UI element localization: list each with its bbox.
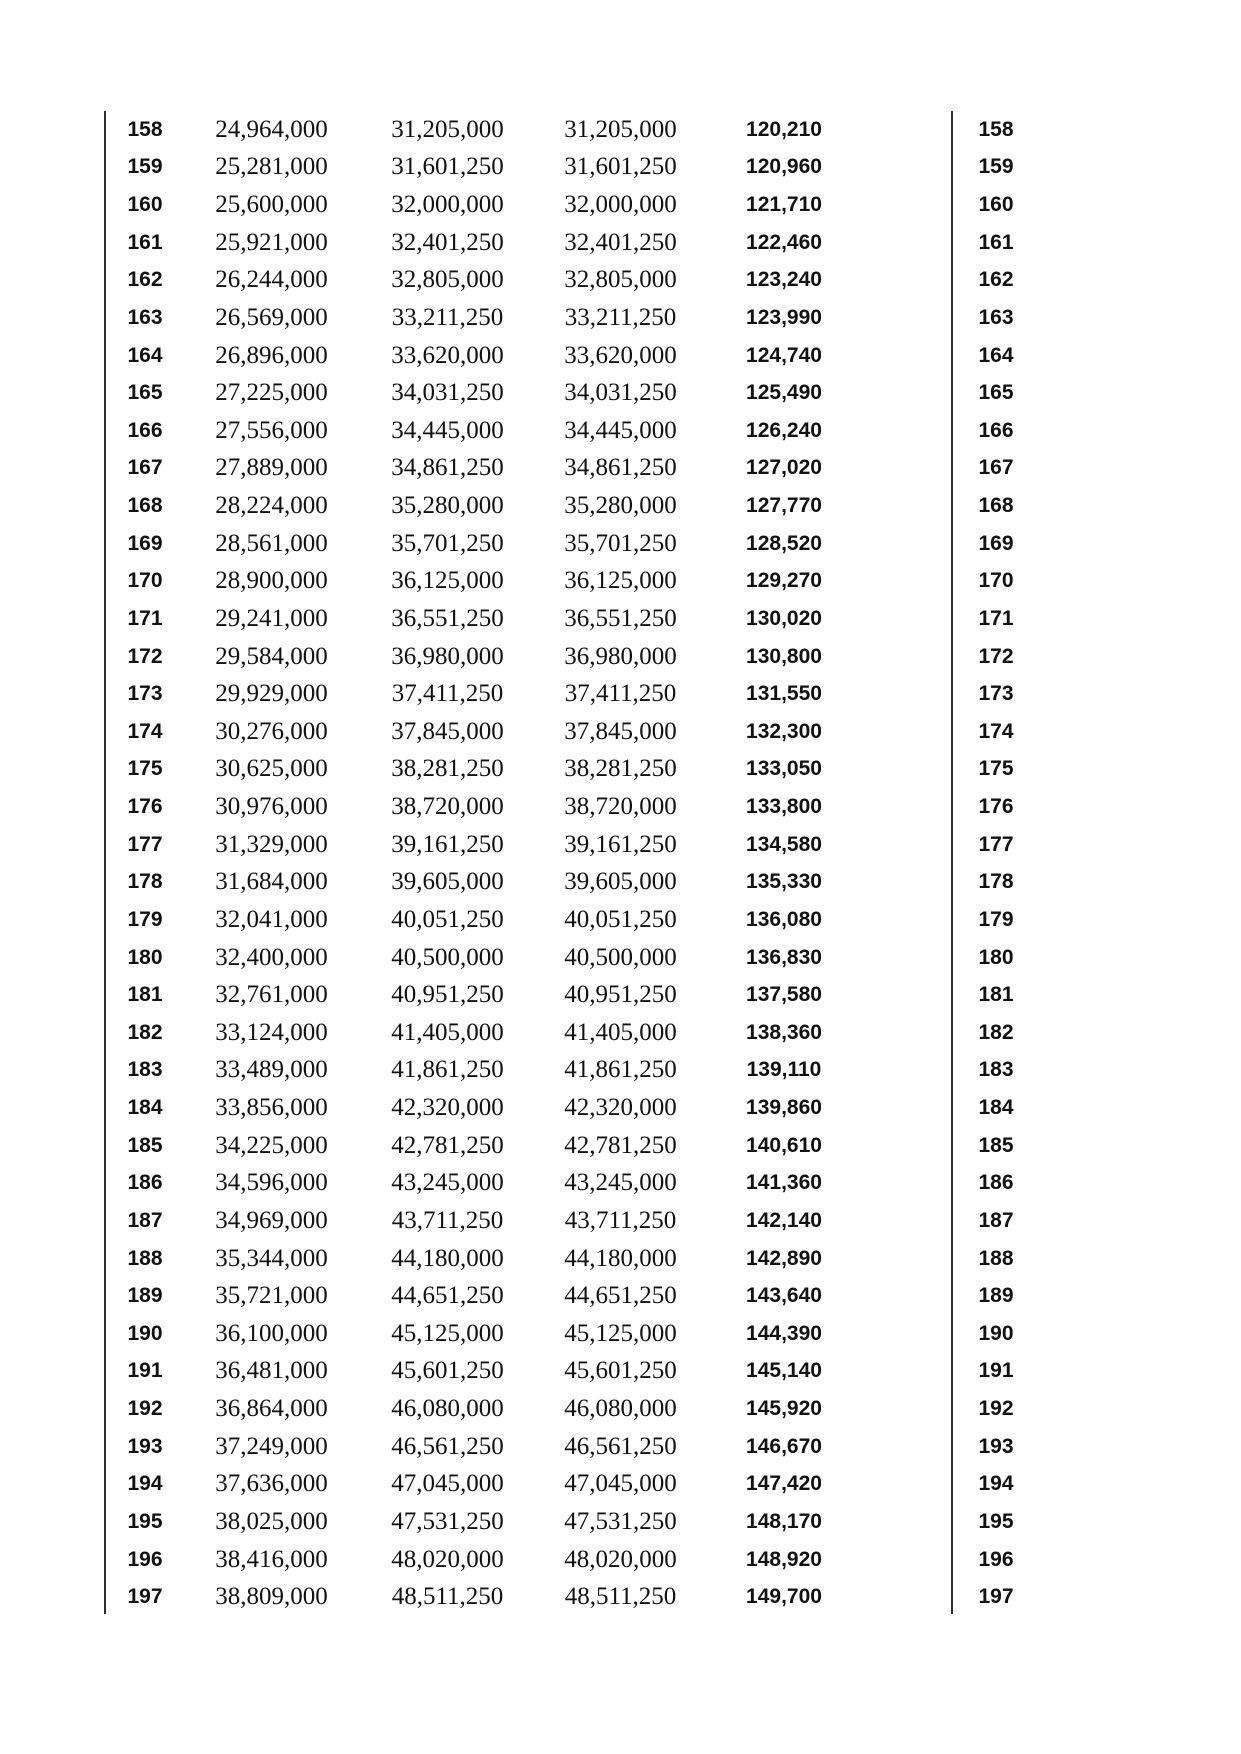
cell-value-1: 36,100,000 — [215, 1319, 328, 1347]
table-row — [104, 675, 1041, 713]
cell-value-4: 148,920 — [746, 1547, 822, 1571]
cell-value-3: 36,551,250 — [564, 604, 677, 632]
cell-value-1: 35,721,000 — [215, 1282, 328, 1310]
cell-value-1: 38,416,000 — [215, 1545, 328, 1573]
cell-value-2: 36,980,000 — [391, 642, 504, 670]
cell-value-1: 33,124,000 — [215, 1018, 328, 1046]
cell-value-1: 32,400,000 — [215, 943, 328, 971]
cell-level: 185 — [127, 1133, 163, 1157]
cell-level: 179 — [127, 907, 163, 931]
cell-value-2: 44,180,000 — [391, 1244, 504, 1272]
cell-value-3: 47,531,250 — [564, 1507, 677, 1535]
table-row — [104, 864, 1041, 902]
table-row — [104, 1240, 1041, 1278]
cell-level: 173 — [127, 682, 163, 706]
cell-level-right: 177 — [978, 832, 1014, 856]
cell-value-3: 33,620,000 — [564, 341, 677, 369]
cell-value-2: 46,561,250 — [391, 1432, 504, 1460]
cell-level-right: 180 — [978, 945, 1014, 969]
cell-value-3: 47,045,000 — [564, 1470, 677, 1498]
table-row — [104, 751, 1041, 789]
cell-level-right: 174 — [978, 719, 1014, 743]
cell-level: 169 — [127, 531, 163, 555]
cell-value-3: 44,180,000 — [564, 1244, 677, 1272]
cell-value-2: 42,781,250 — [391, 1131, 504, 1159]
cell-value-4: 127,020 — [746, 456, 822, 480]
cell-level: 158 — [127, 117, 163, 141]
cell-value-2: 45,125,000 — [391, 1319, 504, 1347]
cell-level: 192 — [127, 1397, 163, 1421]
cell-level-right: 159 — [978, 155, 1014, 179]
cell-value-2: 33,211,250 — [391, 303, 504, 331]
cell-value-3: 45,125,000 — [564, 1319, 677, 1347]
cell-value-2: 33,620,000 — [391, 341, 504, 369]
cell-value-1: 34,969,000 — [215, 1206, 328, 1234]
cell-level: 160 — [127, 193, 163, 217]
cell-value-2: 32,401,250 — [391, 228, 504, 256]
cell-value-2: 34,861,250 — [391, 454, 504, 482]
cell-level-right: 171 — [978, 606, 1014, 630]
table-row — [104, 600, 1041, 638]
cell-level-right: 158 — [978, 117, 1014, 141]
table-row — [104, 1165, 1041, 1203]
cell-value-3: 34,861,250 — [564, 454, 677, 482]
cell-level-right: 192 — [978, 1397, 1014, 1421]
cell-value-4: 125,490 — [746, 381, 822, 405]
cell-value-1: 29,241,000 — [215, 604, 328, 632]
cell-level: 172 — [127, 644, 163, 668]
cell-value-3: 33,211,250 — [564, 303, 677, 331]
cell-value-3: 31,205,000 — [564, 115, 677, 143]
table-row — [104, 262, 1041, 300]
cell-value-1: 35,344,000 — [215, 1244, 328, 1272]
cell-value-3: 40,951,250 — [564, 981, 677, 1009]
cell-level: 180 — [127, 945, 163, 969]
cell-value-3: 48,020,000 — [564, 1545, 677, 1573]
cell-level: 159 — [127, 155, 163, 179]
cell-value-4: 144,390 — [746, 1321, 822, 1345]
cell-value-3: 46,561,250 — [564, 1432, 677, 1460]
cell-value-1: 37,636,000 — [215, 1470, 328, 1498]
cell-level-right: 167 — [978, 456, 1014, 480]
cell-level: 184 — [127, 1096, 163, 1120]
cell-value-2: 39,161,250 — [391, 830, 504, 858]
cell-level: 168 — [127, 494, 163, 518]
cell-value-2: 46,080,000 — [391, 1395, 504, 1423]
cell-value-2: 45,601,250 — [391, 1357, 504, 1385]
cell-level: 174 — [127, 719, 163, 743]
table-row — [104, 149, 1041, 187]
cell-value-2: 32,000,000 — [391, 191, 504, 219]
cell-value-4: 145,140 — [746, 1359, 822, 1383]
table-row — [104, 939, 1041, 977]
cell-value-2: 37,845,000 — [391, 717, 504, 745]
cell-value-2: 39,605,000 — [391, 868, 504, 896]
cell-level-right: 170 — [978, 569, 1014, 593]
cell-value-2: 38,720,000 — [391, 793, 504, 821]
cell-level-right: 186 — [978, 1171, 1014, 1195]
cell-value-4: 149,700 — [746, 1585, 822, 1609]
cell-level-right: 169 — [978, 531, 1014, 555]
cell-level-right: 164 — [978, 343, 1014, 367]
cell-value-4: 137,580 — [746, 983, 822, 1007]
cell-level-right: 196 — [978, 1547, 1014, 1571]
cell-value-1: 25,281,000 — [215, 153, 328, 181]
cell-value-2: 41,861,250 — [391, 1056, 504, 1084]
levels-table — [104, 111, 1041, 1616]
cell-value-3: 42,781,250 — [564, 1131, 677, 1159]
cell-value-4: 138,360 — [746, 1020, 822, 1044]
cell-level: 182 — [127, 1020, 163, 1044]
cell-level: 186 — [127, 1171, 163, 1195]
cell-level: 175 — [127, 757, 163, 781]
cell-level: 178 — [127, 870, 163, 894]
cell-value-2: 34,031,250 — [391, 379, 504, 407]
cell-value-2: 47,045,000 — [391, 1470, 504, 1498]
table-row — [104, 1277, 1041, 1315]
cell-value-1: 33,489,000 — [215, 1056, 328, 1084]
table-row — [104, 1315, 1041, 1353]
cell-value-1: 38,809,000 — [215, 1583, 328, 1611]
cell-value-4: 121,710 — [746, 193, 822, 217]
cell-value-1: 28,561,000 — [215, 529, 328, 557]
cell-level-right: 197 — [978, 1585, 1014, 1609]
table-row — [104, 563, 1041, 601]
cell-value-4: 130,800 — [746, 644, 822, 668]
cell-value-1: 26,569,000 — [215, 303, 328, 331]
table-row — [104, 337, 1041, 375]
cell-level-right: 185 — [978, 1133, 1014, 1157]
cell-level-right: 160 — [978, 193, 1014, 217]
cell-value-1: 27,225,000 — [215, 379, 328, 407]
table-row — [104, 525, 1041, 563]
cell-level: 171 — [127, 606, 163, 630]
cell-level-right: 190 — [978, 1321, 1014, 1345]
cell-level: 191 — [127, 1359, 163, 1383]
table-row — [104, 1089, 1041, 1127]
cell-value-3: 37,845,000 — [564, 717, 677, 745]
cell-level-right: 193 — [978, 1434, 1014, 1458]
cell-level-right: 162 — [978, 268, 1014, 292]
cell-value-1: 34,225,000 — [215, 1131, 328, 1159]
cell-level: 193 — [127, 1434, 163, 1458]
cell-level-right: 166 — [978, 418, 1014, 442]
table-row — [104, 1127, 1041, 1165]
cell-level: 161 — [127, 230, 163, 254]
cell-value-1: 38,025,000 — [215, 1507, 328, 1535]
cell-value-1: 31,684,000 — [215, 868, 328, 896]
cell-value-3: 44,651,250 — [564, 1282, 677, 1310]
cell-value-1: 36,864,000 — [215, 1395, 328, 1423]
table-row — [104, 1353, 1041, 1391]
cell-level-right: 194 — [978, 1472, 1014, 1496]
cell-level: 177 — [127, 832, 163, 856]
cell-level: 164 — [127, 343, 163, 367]
cell-value-1: 34,596,000 — [215, 1169, 328, 1197]
cell-value-2: 37,411,250 — [391, 680, 504, 708]
cell-value-3: 39,161,250 — [564, 830, 677, 858]
cell-value-1: 37,249,000 — [215, 1432, 328, 1460]
cell-level-right: 184 — [978, 1096, 1014, 1120]
table-row — [104, 224, 1041, 262]
cell-value-1: 29,584,000 — [215, 642, 328, 670]
cell-value-2: 43,245,000 — [391, 1169, 504, 1197]
cell-level: 166 — [127, 418, 163, 442]
cell-level: 195 — [127, 1509, 163, 1533]
table-row — [104, 1466, 1041, 1504]
cell-value-3: 46,080,000 — [564, 1395, 677, 1423]
cell-value-1: 26,896,000 — [215, 341, 328, 369]
cell-level: 176 — [127, 795, 163, 819]
cell-value-4: 145,920 — [746, 1397, 822, 1421]
cell-level: 196 — [127, 1547, 163, 1571]
cell-level-right: 189 — [978, 1284, 1014, 1308]
cell-level: 188 — [127, 1246, 163, 1270]
cell-value-2: 36,125,000 — [391, 567, 504, 595]
cell-value-1: 31,329,000 — [215, 830, 328, 858]
cell-value-1: 30,276,000 — [215, 717, 328, 745]
cell-value-3: 42,320,000 — [564, 1094, 677, 1122]
cell-value-4: 142,890 — [746, 1246, 822, 1270]
cell-level: 189 — [127, 1284, 163, 1308]
cell-level-right: 195 — [978, 1509, 1014, 1533]
table-row — [104, 374, 1041, 412]
cell-value-4: 123,240 — [746, 268, 822, 292]
cell-value-2: 43,711,250 — [391, 1206, 504, 1234]
cell-value-4: 139,860 — [746, 1096, 822, 1120]
cell-value-1: 33,856,000 — [215, 1094, 328, 1122]
cell-value-2: 42,320,000 — [391, 1094, 504, 1122]
cell-level-right: 178 — [978, 870, 1014, 894]
cell-value-4: 127,770 — [746, 494, 822, 518]
cell-value-3: 45,601,250 — [564, 1357, 677, 1385]
cell-value-4: 135,330 — [746, 870, 822, 894]
cell-level-right: 188 — [978, 1246, 1014, 1270]
cell-value-3: 43,711,250 — [564, 1206, 677, 1234]
cell-value-4: 120,210 — [746, 117, 822, 141]
table-row — [104, 713, 1041, 751]
cell-level-right: 172 — [978, 644, 1014, 668]
table-row — [104, 788, 1041, 826]
cell-value-4: 132,300 — [746, 719, 822, 743]
cell-level-right: 179 — [978, 907, 1014, 931]
cell-value-4: 140,610 — [746, 1133, 822, 1157]
cell-value-3: 35,280,000 — [564, 492, 677, 520]
cell-value-4: 123,990 — [746, 305, 822, 329]
cell-value-1: 25,600,000 — [215, 191, 328, 219]
cell-value-3: 41,405,000 — [564, 1018, 677, 1046]
cell-value-4: 139,110 — [746, 1058, 822, 1082]
cell-value-1: 28,900,000 — [215, 567, 328, 595]
table-row — [104, 901, 1041, 939]
cell-level-right: 161 — [978, 230, 1014, 254]
cell-value-2: 48,020,000 — [391, 1545, 504, 1573]
cell-value-3: 36,125,000 — [564, 567, 677, 595]
cell-value-3: 32,805,000 — [564, 266, 677, 294]
cell-value-3: 32,401,250 — [564, 228, 677, 256]
table-row — [104, 1503, 1041, 1541]
cell-value-2: 35,280,000 — [391, 492, 504, 520]
cell-level: 162 — [127, 268, 163, 292]
cell-value-4: 136,080 — [746, 907, 822, 931]
cell-level-right: 165 — [978, 381, 1014, 405]
cell-value-2: 48,511,250 — [391, 1583, 504, 1611]
cell-value-2: 35,701,250 — [391, 529, 504, 557]
cell-level: 165 — [127, 381, 163, 405]
table-row — [104, 1541, 1041, 1579]
cell-value-4: 130,020 — [746, 606, 822, 630]
cell-value-4: 131,550 — [746, 682, 822, 706]
cell-value-4: 142,140 — [746, 1208, 822, 1232]
cell-value-4: 122,460 — [746, 230, 822, 254]
cell-value-4: 126,240 — [746, 418, 822, 442]
cell-value-3: 36,980,000 — [564, 642, 677, 670]
cell-value-3: 35,701,250 — [564, 529, 677, 557]
cell-value-2: 34,445,000 — [391, 416, 504, 444]
cell-value-3: 38,720,000 — [564, 793, 677, 821]
cell-value-2: 40,051,250 — [391, 905, 504, 933]
table-row — [104, 487, 1041, 525]
cell-value-2: 32,805,000 — [391, 266, 504, 294]
cell-value-1: 32,761,000 — [215, 981, 328, 1009]
cell-value-3: 41,861,250 — [564, 1056, 677, 1084]
cell-level: 167 — [127, 456, 163, 480]
cell-value-1: 36,481,000 — [215, 1357, 328, 1385]
cell-value-3: 31,601,250 — [564, 153, 677, 181]
cell-level: 187 — [127, 1208, 163, 1232]
cell-value-2: 47,531,250 — [391, 1507, 504, 1535]
cell-value-4: 133,050 — [746, 757, 822, 781]
cell-value-1: 30,976,000 — [215, 793, 328, 821]
cell-value-2: 31,205,000 — [391, 115, 504, 143]
cell-value-1: 28,224,000 — [215, 492, 328, 520]
table-row — [104, 1052, 1041, 1090]
table-row — [104, 1014, 1041, 1052]
table-row — [104, 412, 1041, 450]
cell-level: 190 — [127, 1321, 163, 1345]
cell-value-4: 128,520 — [746, 531, 822, 555]
cell-value-1: 27,556,000 — [215, 416, 328, 444]
cell-value-4: 134,580 — [746, 832, 822, 856]
cell-level: 197 — [127, 1585, 163, 1609]
cell-value-1: 27,889,000 — [215, 454, 328, 482]
cell-value-4: 120,960 — [746, 155, 822, 179]
cell-value-3: 40,500,000 — [564, 943, 677, 971]
table-row — [104, 1578, 1041, 1616]
cell-value-2: 44,651,250 — [391, 1282, 504, 1310]
table-row — [104, 1202, 1041, 1240]
cell-value-1: 29,929,000 — [215, 680, 328, 708]
table-row — [104, 111, 1041, 149]
cell-value-3: 40,051,250 — [564, 905, 677, 933]
cell-value-3: 43,245,000 — [564, 1169, 677, 1197]
cell-value-2: 40,951,250 — [391, 981, 504, 1009]
cell-level-right: 176 — [978, 795, 1014, 819]
cell-level: 170 — [127, 569, 163, 593]
cell-level-right: 187 — [978, 1208, 1014, 1232]
cell-value-1: 26,244,000 — [215, 266, 328, 294]
cell-level-right: 191 — [978, 1359, 1014, 1383]
cell-level-right: 175 — [978, 757, 1014, 781]
cell-value-2: 38,281,250 — [391, 755, 504, 783]
table-row — [104, 299, 1041, 337]
cell-value-3: 39,605,000 — [564, 868, 677, 896]
table-row — [104, 450, 1041, 488]
cell-value-2: 31,601,250 — [391, 153, 504, 181]
cell-value-4: 129,270 — [746, 569, 822, 593]
cell-level: 183 — [127, 1058, 163, 1082]
cell-value-4: 147,420 — [746, 1472, 822, 1496]
cell-value-3: 37,411,250 — [564, 680, 677, 708]
cell-level-right: 182 — [978, 1020, 1014, 1044]
cell-value-4: 148,170 — [746, 1509, 822, 1533]
cell-value-4: 141,360 — [746, 1171, 822, 1195]
table-row — [104, 186, 1041, 224]
cell-value-2: 41,405,000 — [391, 1018, 504, 1046]
cell-value-4: 146,670 — [746, 1434, 822, 1458]
cell-value-2: 40,500,000 — [391, 943, 504, 971]
cell-value-3: 32,000,000 — [564, 191, 677, 219]
cell-level-right: 168 — [978, 494, 1014, 518]
table-row — [104, 976, 1041, 1014]
cell-level: 181 — [127, 983, 163, 1007]
cell-value-1: 24,964,000 — [215, 115, 328, 143]
cell-value-4: 124,740 — [746, 343, 822, 367]
cell-value-1: 25,921,000 — [215, 228, 328, 256]
cell-level-right: 181 — [978, 983, 1014, 1007]
cell-value-4: 136,830 — [746, 945, 822, 969]
cell-value-1: 30,625,000 — [215, 755, 328, 783]
table-row — [104, 638, 1041, 676]
cell-value-1: 32,041,000 — [215, 905, 328, 933]
cell-level-right: 173 — [978, 682, 1014, 706]
cell-level-right: 183 — [978, 1058, 1014, 1082]
cell-value-3: 38,281,250 — [564, 755, 677, 783]
cell-level: 163 — [127, 305, 163, 329]
cell-value-4: 143,640 — [746, 1284, 822, 1308]
table-row — [104, 1390, 1041, 1428]
cell-level: 194 — [127, 1472, 163, 1496]
cell-value-3: 34,031,250 — [564, 379, 677, 407]
cell-value-2: 36,551,250 — [391, 604, 504, 632]
cell-value-4: 133,800 — [746, 795, 822, 819]
cell-value-3: 34,445,000 — [564, 416, 677, 444]
table-row — [104, 1428, 1041, 1466]
table-row — [104, 826, 1041, 864]
cell-value-3: 48,511,250 — [564, 1583, 677, 1611]
cell-level-right: 163 — [978, 305, 1014, 329]
